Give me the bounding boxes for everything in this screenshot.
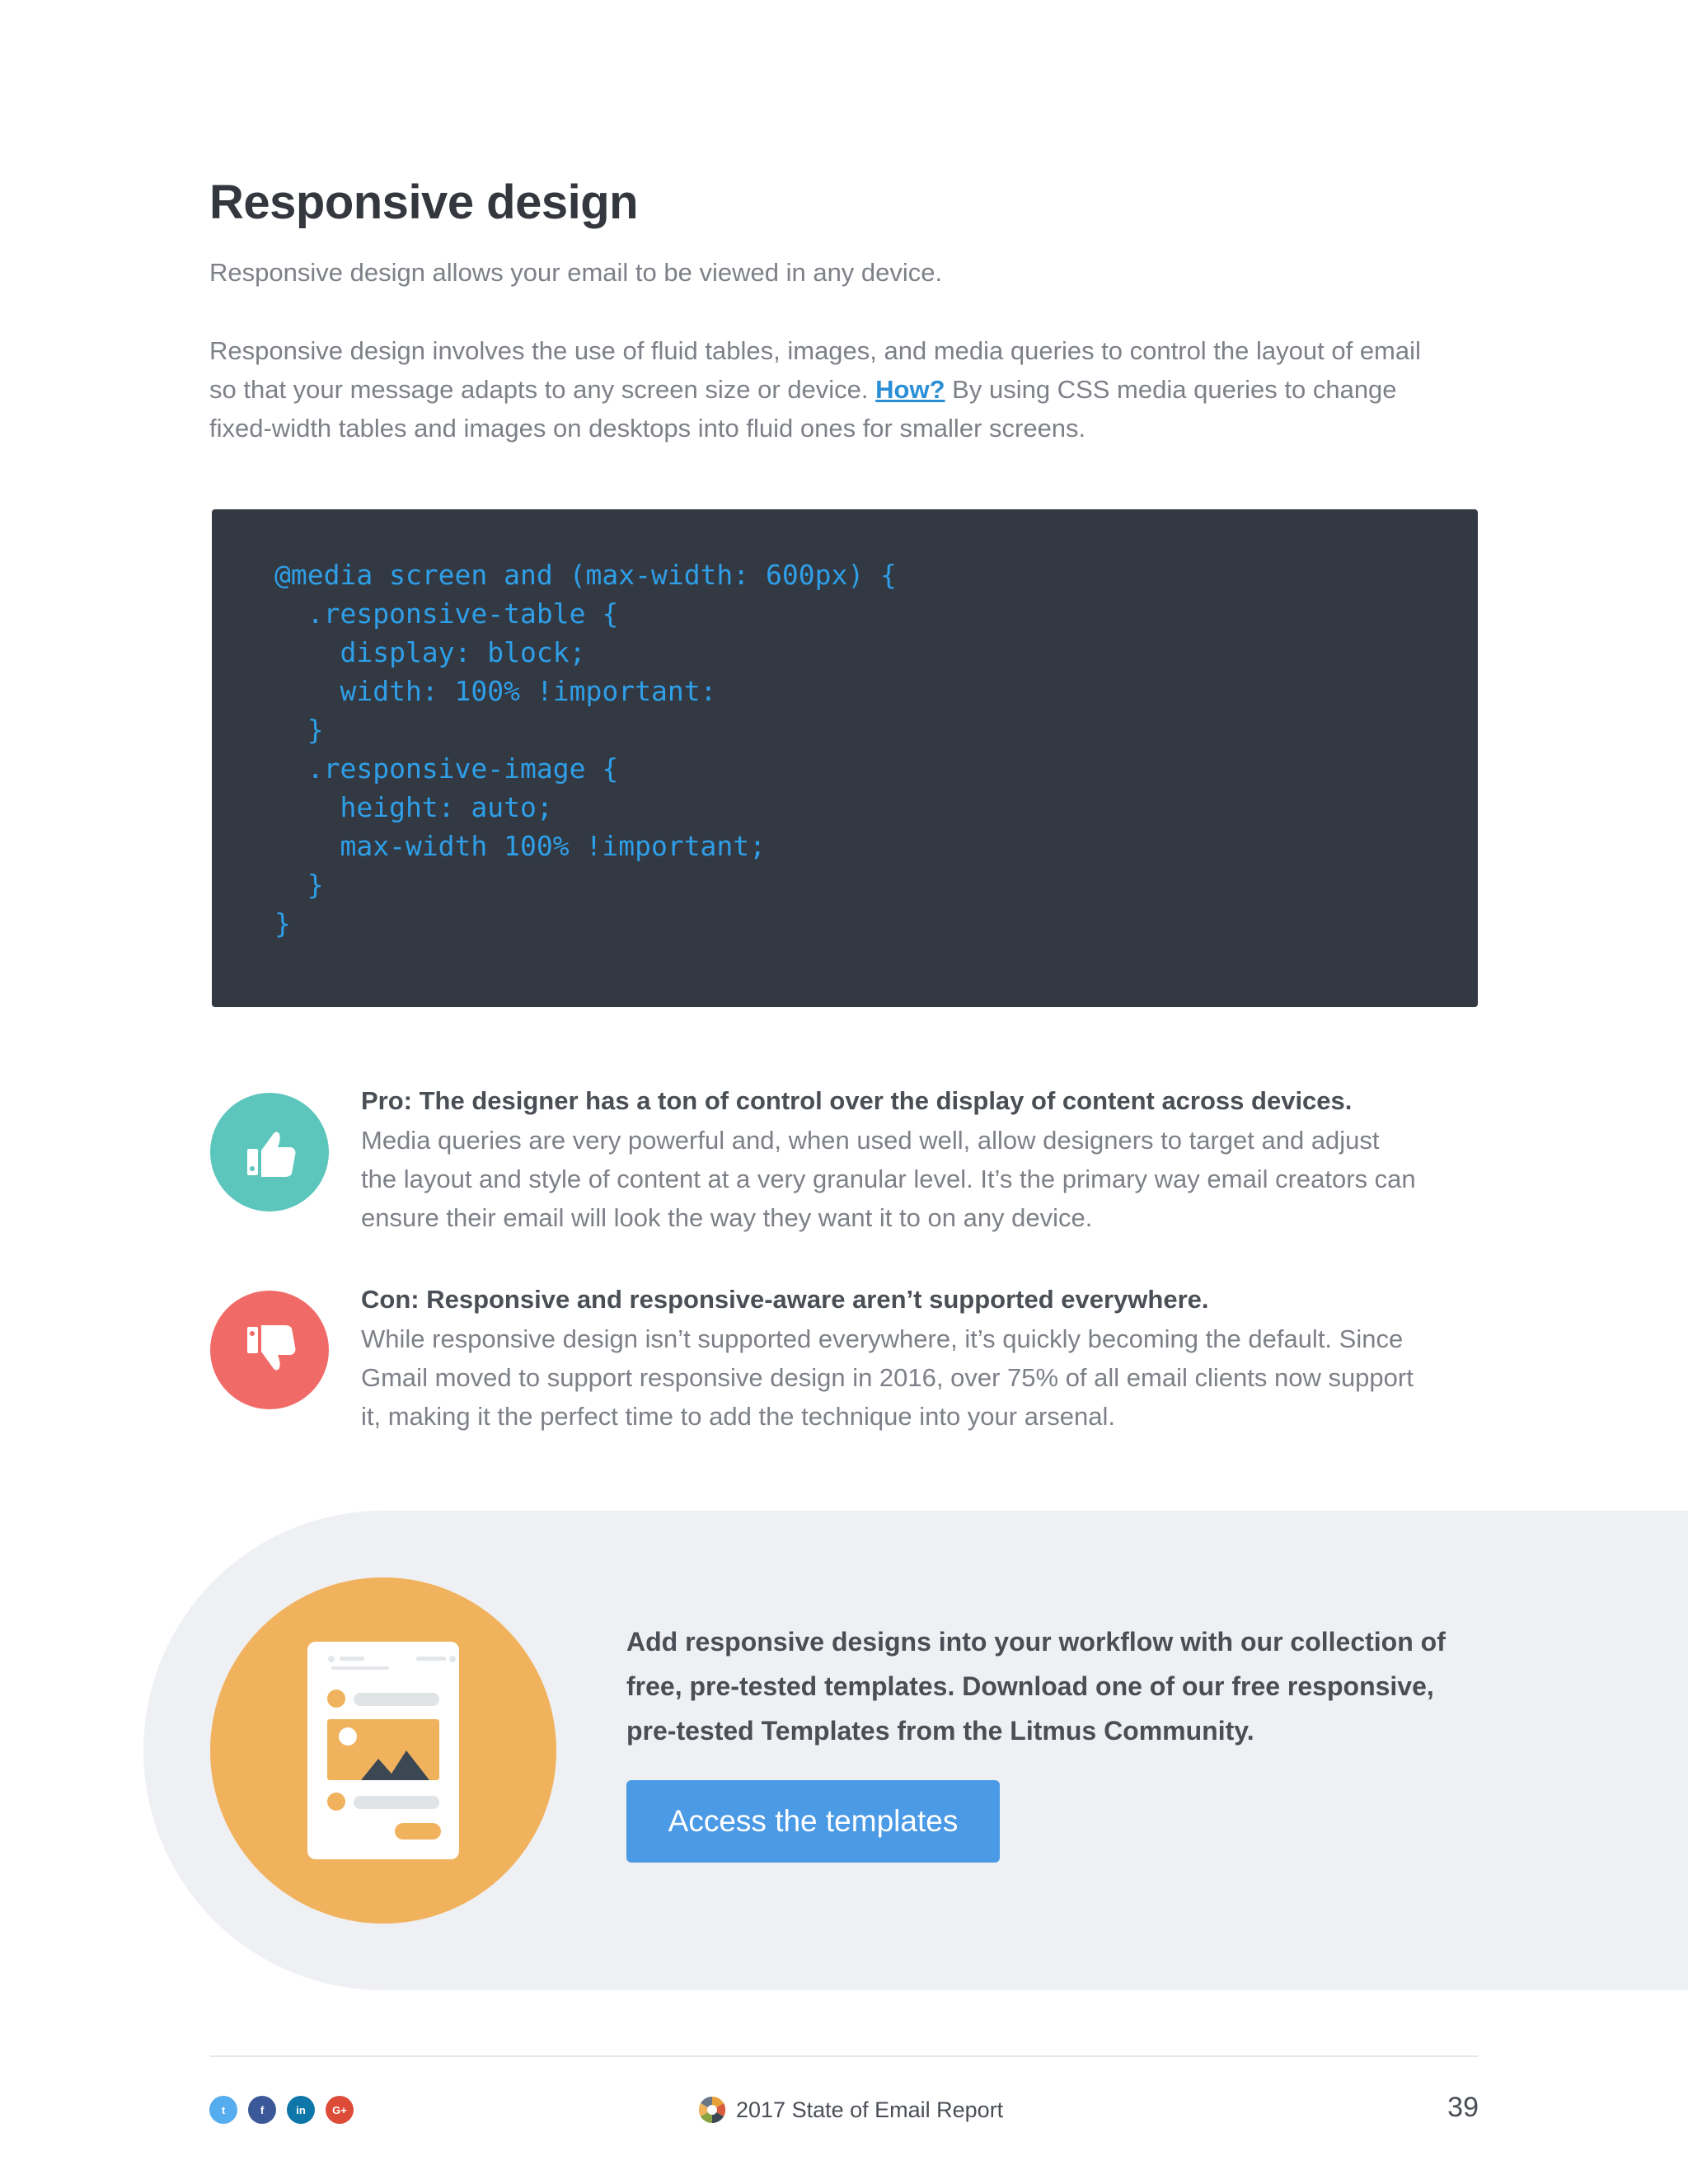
cta-line: free, pre-tested templates. Download one of our free responsive,: [626, 1671, 1434, 1701]
thumbs-up-icon: [210, 1093, 329, 1212]
paragraph-text: By using CSS media queries to change: [952, 375, 1397, 404]
paragraph-text: so that your message adapts to any screen size or device.: [209, 375, 869, 404]
con-title: Con: Responsive and responsive-aware aren’t supported everywhere.: [361, 1285, 1209, 1314]
cta-line: Add responsive designs into your workflow with our collection of: [626, 1627, 1446, 1657]
template-illustration: [210, 1577, 556, 1924]
cta-line: pre-tested Templates from the Litmus Community.: [626, 1716, 1254, 1746]
con-line: it, making it the perfect time to add the technique into your arsenal.: [361, 1402, 1116, 1431]
mobile-template-icon: [210, 1577, 556, 1924]
cta-text: [626, 1619, 1500, 1753]
paragraph-line: fixed-width tables and images on desktops into fluid ones for smaller screens.: [209, 414, 1086, 443]
paragraph-line: [209, 370, 1397, 409]
thumbs-down-icon: [210, 1291, 329, 1409]
page-title: Responsive design: [209, 176, 639, 229]
footer-divider: [209, 2055, 1479, 2057]
code-text: @media screen and (max-width: 600px) { .responsive-table { display: block; width: 100% !important: } .responsive-image { height: auto; max-width 100% !important; } }: [274, 559, 897, 940]
pro-line: the layout and style of content at a very granular level. It’s the primary way email creators can: [361, 1165, 1416, 1193]
intro-text: Responsive design allows your email to be viewed in any device.: [209, 258, 943, 287]
pro-line: Media queries are very powerful and, when used well, allow designers to target and adjust: [361, 1126, 1380, 1155]
con-line: While responsive design isn’t supported everywhere, it’s quickly becoming the default. Since: [361, 1324, 1404, 1353]
footer-report: [698, 2095, 1003, 2125]
google-plus-icon[interactable]: G+: [326, 2096, 354, 2124]
paragraph-line: Responsive design involves the use of fluid tables, images, and media queries to control the layout of email: [209, 336, 1421, 365]
report-title: 2017 State of Email Report: [736, 2097, 1004, 2122]
linkedin-icon[interactable]: in: [287, 2096, 315, 2124]
pro-title: Pro: The designer has a ton of control over the display of content across devices.: [361, 1086, 1353, 1115]
pro-line: ensure their email will look the way they want it to on any device.: [361, 1203, 1093, 1232]
twitter-icon[interactable]: t: [209, 2096, 237, 2124]
code-block: [212, 509, 1478, 1007]
access-templates-button[interactable]: Access the templates: [626, 1780, 1000, 1863]
con-line: Gmail moved to support responsive design in 2016, over 75% of all email clients now support: [361, 1363, 1414, 1392]
facebook-icon[interactable]: f: [248, 2096, 276, 2124]
how-link[interactable]: How?: [875, 375, 945, 404]
page-number: 39: [1447, 2092, 1479, 2123]
litmus-logo-icon: [698, 2096, 726, 2124]
